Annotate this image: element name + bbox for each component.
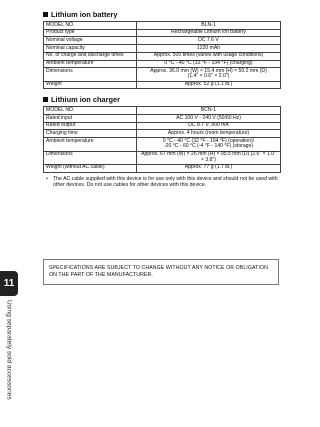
- spec-value: Approx. 36.0 mm (W) × 15.4 mm (H) × 50.2 mm (D) (1.4" × 0.6" × 2.0"): [137, 68, 281, 81]
- spec-label: Ambient temperature: [44, 60, 137, 68]
- note-bullet: •: [46, 175, 48, 182]
- spec-value: BLN-1: [137, 22, 281, 30]
- spec-value: 0 °C - 40 °C (32 °F - 104 °F) (operation)/ -20 °C - 60 °C (-4 °F - 140 °F) (storage): [137, 138, 281, 151]
- spec-content: [43, 10, 281, 189]
- table-row: [44, 22, 281, 30]
- table-row: [44, 45, 281, 53]
- table-row: [44, 138, 281, 151]
- spec-value: 0 °C - 40 °C (32 °F - 104 °F) (charging): [137, 60, 281, 68]
- table-row: [44, 122, 281, 130]
- spec-label: Rated output: [44, 122, 137, 130]
- chapter-side-label: [2, 300, 16, 418]
- table-row: [44, 29, 281, 37]
- table-row: [44, 115, 281, 123]
- spec-label: Charging time: [44, 130, 137, 138]
- chapter-number: 11: [3, 278, 15, 289]
- table-row: [44, 164, 281, 172]
- notice-text: SPECIFICATIONS ARE SUBJECT TO CHANGE WITHOUT ANY NOTICE OR OBLIGATION ON THE PART OF THE MANUFACTURER.: [49, 265, 268, 279]
- spec-label: Weight (without AC cable): [44, 164, 137, 172]
- table-row: [44, 60, 281, 68]
- spec-value: DC 7.6 V: [137, 37, 281, 45]
- table-row: [44, 52, 281, 60]
- spec-label: Product type: [44, 29, 137, 37]
- spec-value: AC 100 V - 240 V (50/60 Hz): [137, 115, 281, 123]
- spec-label: Weight: [44, 81, 137, 89]
- table-row: [44, 68, 281, 81]
- spec-label: Nominal voltage: [44, 37, 137, 45]
- chapter-tab: [0, 271, 18, 296]
- table-row: [44, 37, 281, 45]
- spec-label: Dimensions: [44, 151, 137, 164]
- ac-cable-note: [46, 176, 281, 190]
- chapter-title: Using separately sold accessories: [5, 300, 13, 400]
- spec-label: No. of charge and discharge times: [44, 52, 137, 60]
- spec-label: Ambient temperature: [44, 138, 137, 151]
- charger-spec-table: [43, 106, 281, 172]
- table-row: [44, 81, 281, 89]
- spec-value: Approx. 77 g (1.7 lb.): [137, 164, 281, 172]
- spec-value: Rechargeable Lithium ion battery: [137, 29, 281, 37]
- spec-value: Approx. 67 mm (W) × 26 mm (H) × 95.5 mm (D) (2.6" × 1.0" × 3.8"): [137, 151, 281, 164]
- spec-value: Approx. 500 times (varies with usage conditions): [137, 52, 281, 60]
- specifications-notice-box: [43, 259, 279, 285]
- table-row: [44, 107, 281, 115]
- table-row: [44, 151, 281, 164]
- spec-label: Dimensions: [44, 68, 137, 81]
- note-text: The AC cable supplied with this device is for use only with this device and should not be used with other devices. Do not use cables for other devices with this device.: [53, 175, 278, 189]
- spec-label: Nominal capacity: [44, 45, 137, 53]
- charger-heading: [43, 95, 281, 104]
- square-bullet-icon: [43, 97, 48, 102]
- spec-label: MODEL NO.: [44, 107, 137, 115]
- spec-label: Rated input: [44, 115, 137, 123]
- spec-label: MODEL NO.: [44, 22, 137, 30]
- battery-spec-table: [43, 21, 281, 89]
- spec-value: 1220 mAh: [137, 45, 281, 53]
- battery-heading: [43, 10, 281, 19]
- spec-value: DC 8.7 V, 900 mA: [137, 122, 281, 130]
- spec-value: Approx. 4 hours (room temperature): [137, 130, 281, 138]
- spec-value: BCN-1: [137, 107, 281, 115]
- spec-value: Approx. 52 g (1.1 lb.): [137, 81, 281, 89]
- square-bullet-icon: [43, 12, 48, 17]
- battery-heading-text: Lithium ion battery: [51, 10, 118, 19]
- table-row: [44, 130, 281, 138]
- charger-heading-text: Lithium ion charger: [51, 95, 120, 105]
